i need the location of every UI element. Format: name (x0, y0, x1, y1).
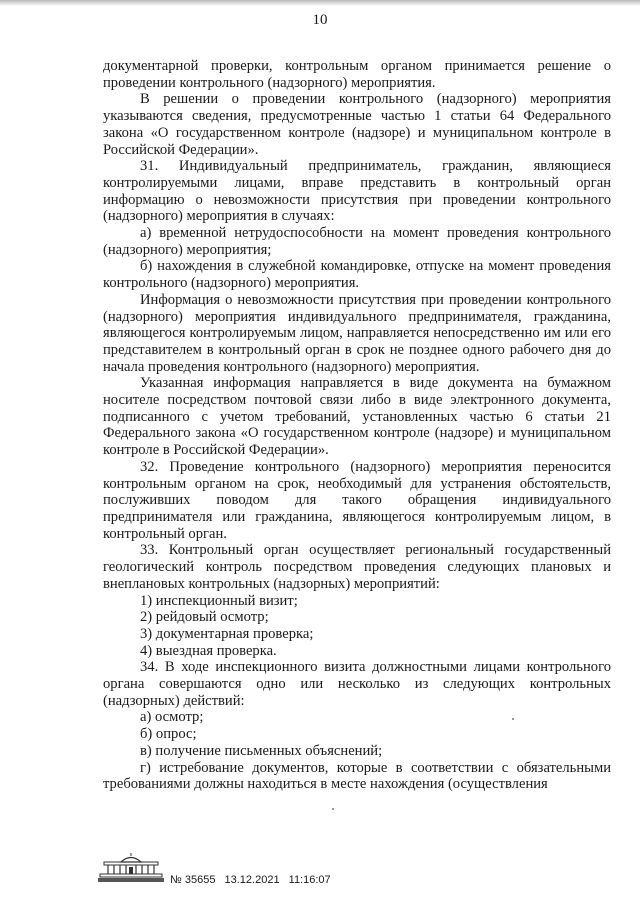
paragraph: Информация о невозможности присутствия при проведении контрольного (надзорного) мероприятия индивидуального предпринимателя, гражданина, являющегося контролируемым лицом, направляется непосредственно им или его представителем в контрольный орган в срок не позднее одного рабочего дня до начала проведения контрольного (надзорного) мероприятия. (103, 291, 611, 375)
paragraph-item-32: 32. Проведение контрольного (надзорного) мероприятия переносится контрольным органом на срок, необходимый для устранения обстоятельств, послуживших поводом для такого обращения индивидуального предпринимателя или гражданина, являющегося контролируемым лицом, в контрольный орган. (103, 458, 611, 542)
scan-edge (0, 0, 640, 6)
paragraph: документарной проверки, контрольным органом принимается решение о проведении контрольного (надзорного) мероприятия. (103, 58, 611, 91)
scan-speck (332, 808, 334, 810)
paragraph: В решении о проведении контрольного (надзорного) мероприятия указываются сведения, предусмотренные частью 1 статьи 64 Федерального закона «О государственном контроле (надзоре) и муниципальном контроле в Российской Федерации». (103, 91, 611, 158)
list-item: б) опрос; (140, 726, 197, 743)
list-item: в) получение письменных объяснений; (140, 742, 383, 759)
paragraph-item-33: 33. Контрольный орган осуществляет региональный государственный геологический контроль посредством проведения следующих плановых и внеплановых контрольных (надзорных) мероприятий: (103, 542, 611, 592)
paragraph-item-34: 34. В ходе инспекционного визита должностными лицами контрольного органа совершаются одно или несколько из следующих контрольных (надзорных) действий: (103, 659, 611, 709)
paragraph: Указанная информация направляется в виде документа на бумажном носителе посредством почтовой связи либо в виде электронного документа, подписанного с учетом требований, установленных частью 6 статьи 21 Федерального закона «О государственном контроле (надзоре) и муниципальном контроле в Российской Федерации». (103, 375, 611, 459)
subitem-b: б) нахождения в служебной командировке, отпуске на момент проведения контрольного (надзорного) мероприятия. (103, 258, 611, 292)
list-item: 4) выездная проверка. (140, 642, 277, 659)
registration-line (170, 874, 337, 886)
registration-date: 13.12.2021 (224, 874, 280, 886)
page-number: 10 (312, 12, 328, 28)
subitem-a: а) временной нетрудоспособности на момент проведения контрольного (надзорного) мероприятия; (103, 225, 611, 258)
paragraph: г) истребование документов, которые в соответствии с обязательными требованиями должны находиться в месте нахождения (осуществления (103, 759, 611, 793)
building-emblem-icon (96, 852, 166, 884)
document-body (103, 58, 611, 793)
list-item: 1) инспекционный визит; (140, 592, 298, 609)
paragraph-item-31: 31. Индивидуальный предприниматель, гражданин, являющиеся контролируемыми лицами, вправе представить в контрольный орган информацию о невозможности присутствия при проведении контрольного (надзорного) мероприятия в случаях: (103, 158, 611, 225)
list-item: а) осмотр; (140, 709, 204, 726)
list-item: 2) рейдовый осмотр; (140, 609, 269, 626)
scan-speck (512, 718, 514, 720)
list-item: 3) документарная проверка; (140, 625, 314, 642)
registration-time: 11:16:07 (288, 874, 331, 886)
registration-stamp (96, 852, 356, 892)
registration-number: № 35655 (170, 874, 216, 886)
